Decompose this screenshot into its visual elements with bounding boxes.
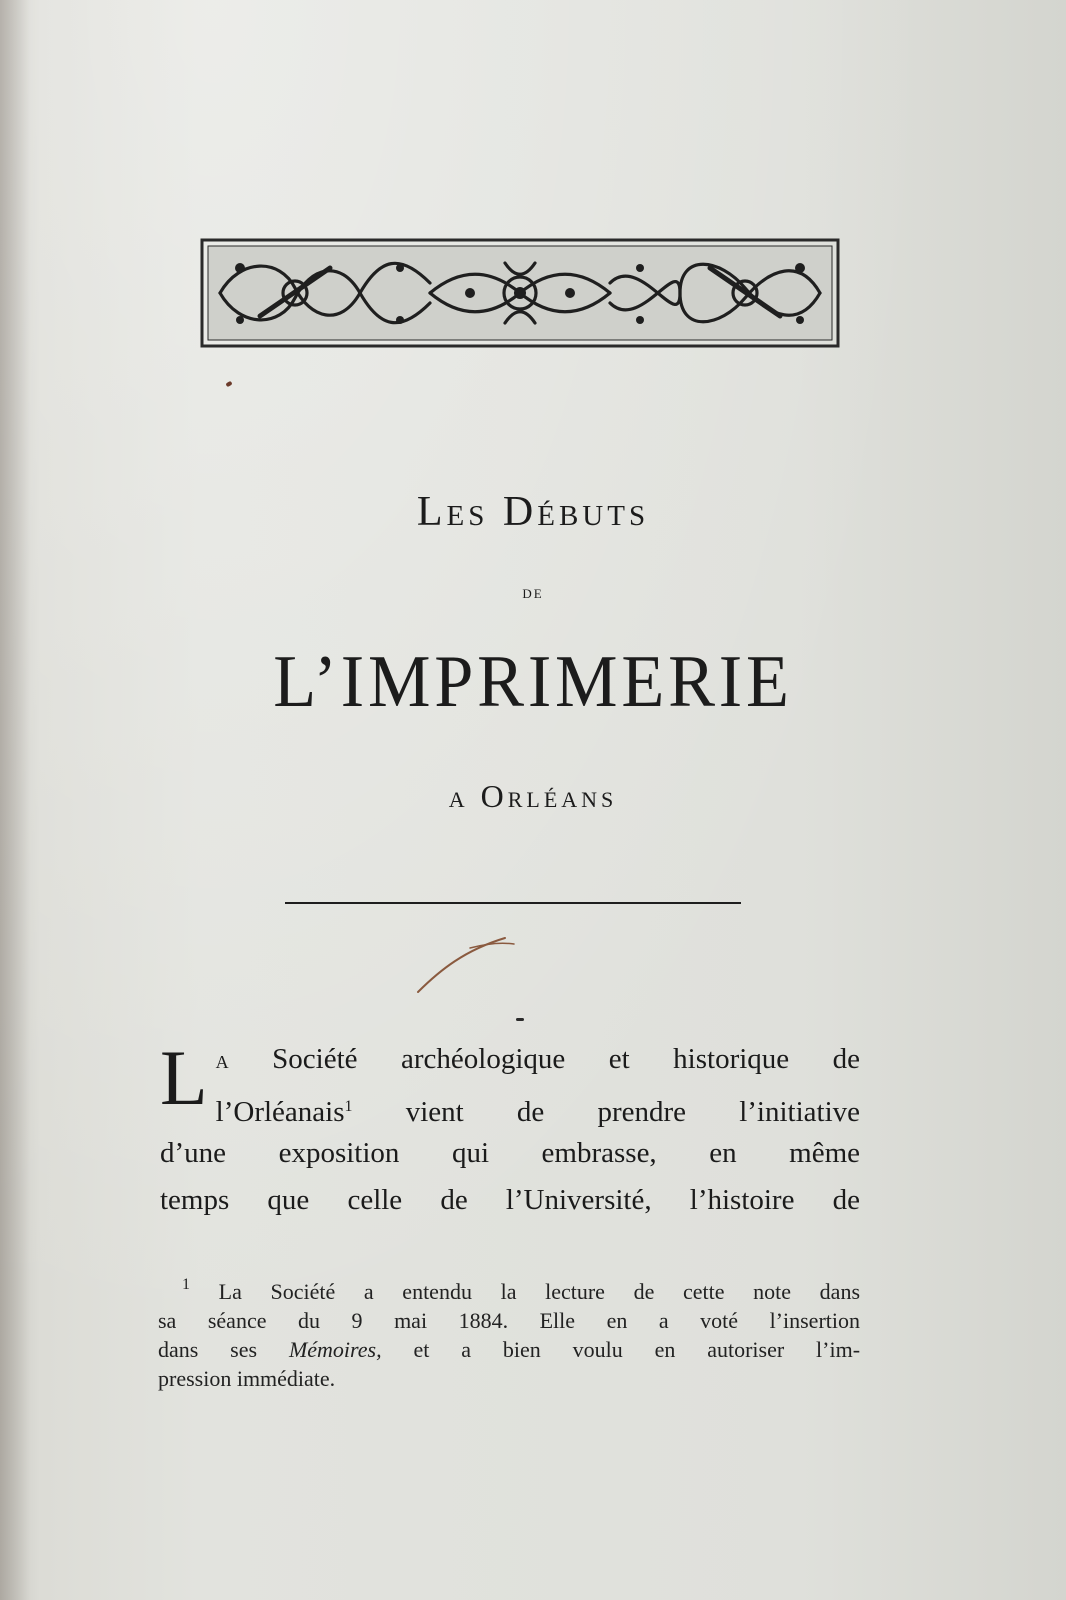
body-line-4: temps que celle de l’Université, l’histoire de <box>160 1184 860 1216</box>
title-line-orleans: a Orléans <box>448 778 618 814</box>
body-line-1 <box>160 1036 860 1083</box>
footnote-reference-mark[interactable]: 1 <box>344 1098 353 1115</box>
body-line-2-text: vient de prendre l’initiative <box>405 1096 861 1128</box>
title-rule-divider <box>285 902 741 904</box>
body-paragraph <box>160 1036 860 1224</box>
footnote-number: 1 <box>182 1276 190 1293</box>
footnote-line-3-a: dans ses <box>158 1337 258 1362</box>
paper-speck <box>225 381 232 387</box>
title-line-les-debuts: Les Débuts <box>416 489 650 535</box>
footnote-line-1 <box>158 1270 860 1306</box>
floral-headpiece-ornament-icon <box>200 238 840 348</box>
drop-cap-rest: a <box>215 1045 229 1074</box>
footnote-line-3-b: et a bien voulu en autoriser l’im- <box>413 1337 861 1362</box>
body-line-1-text: Société archéologique et historique de <box>272 1043 861 1075</box>
title-line-de: DE <box>522 586 544 601</box>
body-line-3: d’une exposition qui embrasse, en même <box>160 1137 860 1169</box>
body-line-2-word: l’Orléanais <box>215 1096 345 1128</box>
body-line-2 <box>160 1083 860 1130</box>
pen-mark-stroke <box>410 930 520 1000</box>
footnote <box>158 1270 860 1393</box>
footnote-line-3-italic: Mémoires, <box>288 1337 382 1362</box>
footnote-line-4: pression immédiate. <box>158 1366 336 1391</box>
title-main-imprimerie: L’IMPRIMERIE <box>273 641 793 723</box>
drop-cap-letter: L <box>160 1034 208 1121</box>
footnote-line-3 <box>158 1335 860 1364</box>
footnote-line-2: sa séance du 9 mai 1884. Elle en a voté l’insertion <box>158 1308 860 1333</box>
ink-dot-mark <box>516 1018 524 1021</box>
footnote-line-1-text: La Société a entendu la lecture de cette note dans <box>218 1279 861 1304</box>
